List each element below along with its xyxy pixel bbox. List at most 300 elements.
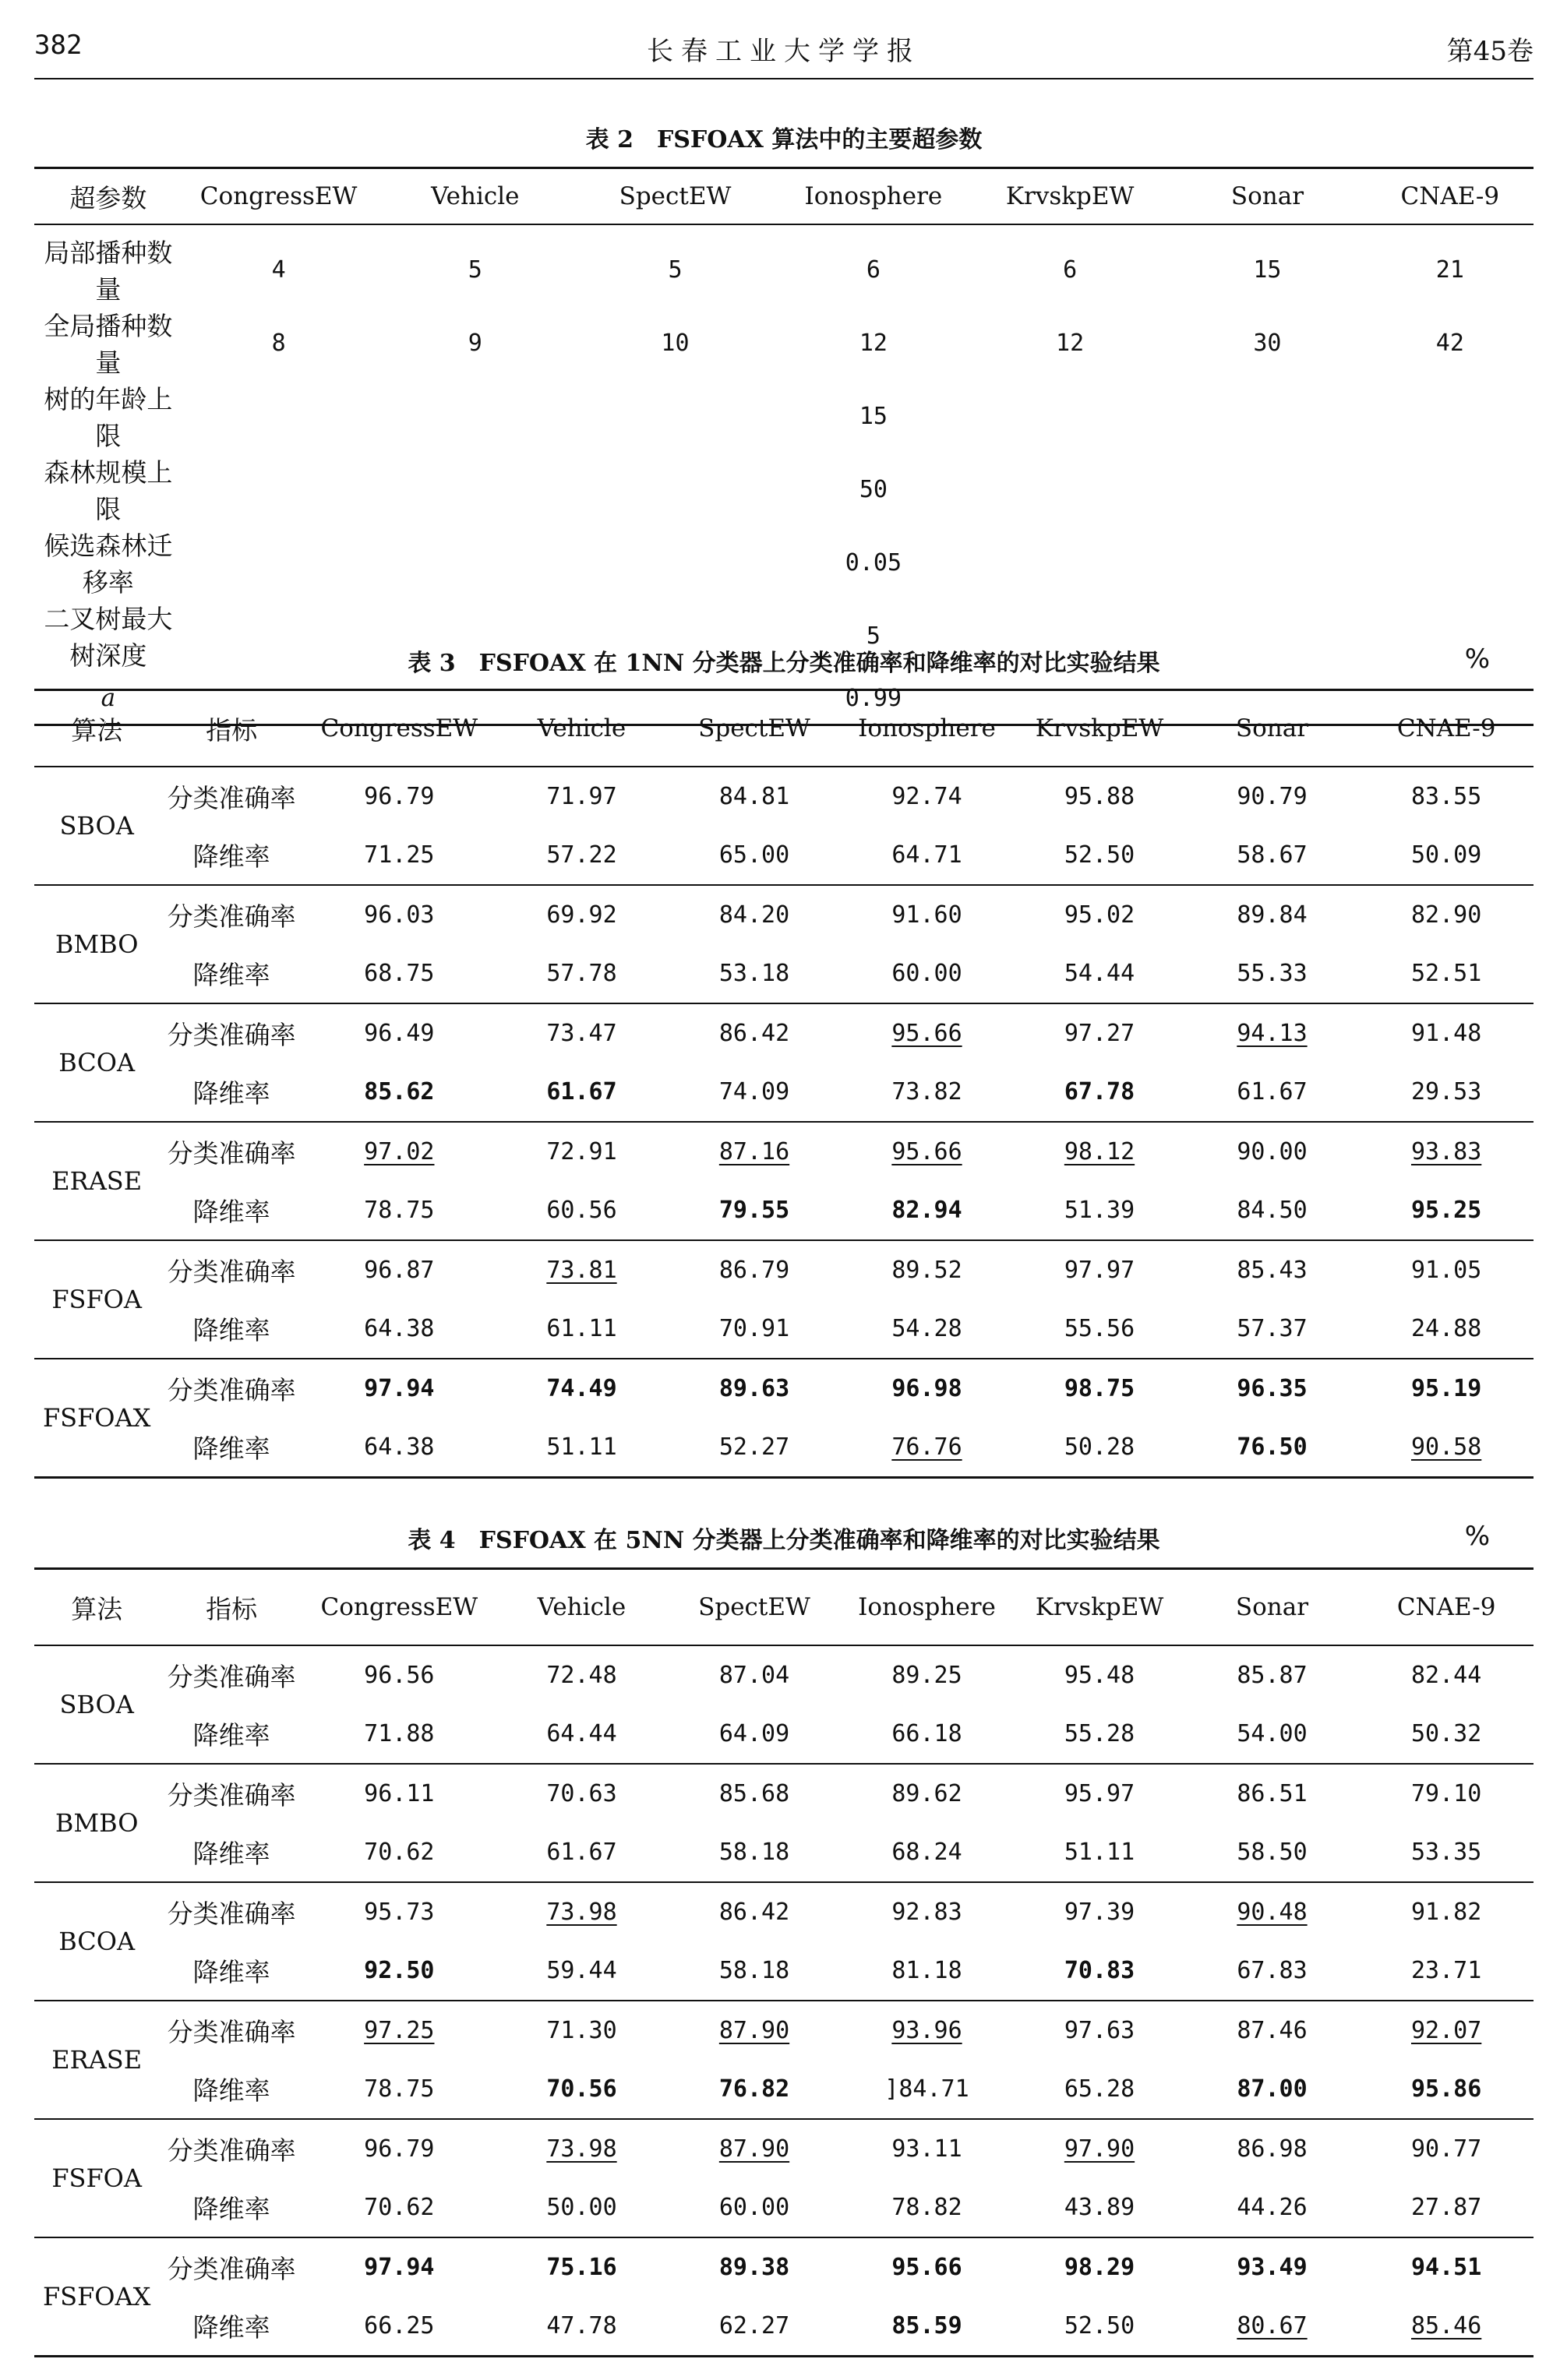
volume-label: 第45卷 [1446,36,1534,67]
value: 78.75 [364,2075,435,2103]
table-cell-empty [575,453,775,526]
second-best-value: 87.16 [718,1138,790,1165]
metric-label: 分类准确率 [159,1882,304,1941]
table-cell [840,1645,1015,1705]
algorithm-name: FSFOAX [34,2237,159,2357]
table3-row [34,1359,1534,1418]
table2-row [34,306,1534,379]
value: 68.75 [364,960,435,987]
second-best-value: 93.96 [891,2017,962,2044]
table-cell [1359,1418,1534,1478]
value: 55.56 [1064,1315,1135,1342]
value: 50.00 [546,2194,617,2221]
algorithm-name: BCOA [34,1882,159,2001]
column-header-dataset: Ionosphere [840,690,1015,767]
column-header: 指标 [159,1569,304,1646]
value: 44.26 [1237,2194,1308,2221]
metric-label: 降维率 [192,1720,270,1751]
table2-row [34,453,1534,526]
column-header-dataset: Ionosphere [840,1569,1015,1646]
best-value: 96.98 [891,1375,962,1402]
table-cell [1359,1240,1534,1299]
table4-row [34,1705,1534,1764]
metric-label: 降维率 [192,1315,270,1345]
table-cell [669,2001,839,2060]
table-cell [669,767,839,826]
table2-header-row [34,168,1534,225]
table-cell [1185,1418,1360,1478]
value: 83.55 [1410,783,1482,810]
shared-value-cell: 15 [859,402,888,430]
table4-row [34,1882,1534,1941]
metric-label: 降维率 [192,1839,270,1869]
table-cell [495,2119,669,2178]
table-cell [669,1181,839,1240]
value: 71.25 [364,841,435,869]
second-best-value: 73.98 [546,1899,617,1926]
table-cell: 5 [668,256,683,284]
value: 67.83 [1237,1957,1308,1984]
table3-row [34,1063,1534,1122]
table4-row [34,2178,1534,2237]
column-header-dataset: KrvskpEW [972,168,1168,225]
column-header-dataset: Vehicle [495,690,669,767]
table-cell-empty [1367,453,1534,526]
column-header: 算法 [34,1569,159,1646]
table-cell [1014,2119,1184,2178]
table-cell [840,2178,1015,2237]
best-value: 97.94 [364,1375,435,1402]
value: 96.11 [364,1780,435,1807]
value: 81.18 [891,1957,962,1984]
table-cell [1185,1764,1360,1823]
value: 57.22 [546,841,617,869]
column-header-dataset: CongressEW [304,690,495,767]
best-value: 85.62 [364,1078,435,1105]
metric-label: 分类准确率 [159,1240,304,1299]
table-cell [1359,1764,1534,1823]
value: 61.67 [546,1839,617,1866]
column-header-dataset: CongressEW [182,168,376,225]
value: 86.42 [718,1020,790,1047]
value: 64.38 [364,1433,435,1461]
table2-caption: 表 2 FSFOAX 算法中的主要超参数 [585,126,983,153]
column-header-dataset: SpectEW [669,1569,839,1646]
table-cell [1185,767,1360,826]
value: 79.10 [1410,1780,1482,1807]
metric-label: 分类准确率 [159,2001,304,2060]
table-cell [1185,1299,1360,1359]
algorithm-name: BMBO [34,1764,159,1882]
table2-row [34,526,1534,599]
table-cell: 6 [866,256,881,284]
value: 91.60 [891,901,962,929]
table-cell [304,767,495,826]
best-value: 95.25 [1410,1197,1482,1224]
value: 52.51 [1410,960,1482,987]
value: 70.62 [364,2194,435,2221]
table-cell [495,885,669,944]
table-cell [304,1705,495,1764]
table-cell [840,885,1015,944]
value: 97.27 [1064,1020,1135,1047]
table-cell [669,1941,839,2001]
shared-value-cell: 0.99 [845,684,902,712]
table3-row [34,767,1534,826]
table-cell-empty [972,526,1168,599]
value: 64.44 [546,1720,617,1747]
table-cell [495,1181,669,1240]
table4-row [34,2237,1534,2297]
column-header-dataset: CongressEW [304,1569,495,1646]
table-cell [840,1299,1015,1359]
table-cell [304,2001,495,2060]
value: 82.90 [1410,901,1482,929]
table4-row [34,2060,1534,2119]
best-value: 70.83 [1064,1957,1135,1984]
algorithm-name: BCOA [34,1003,159,1122]
second-best-value: 97.25 [364,2017,435,2044]
table-cell [840,2119,1015,2178]
best-value: 96.35 [1237,1375,1308,1402]
value: 50.28 [1064,1433,1135,1461]
column-header-dataset: Sonar [1185,1569,1360,1646]
table-cell [669,1122,839,1181]
second-best-value: 95.66 [891,1138,962,1165]
value: 89.52 [891,1257,962,1284]
table-cell: 6 [1063,256,1078,284]
table-cell [840,1359,1015,1418]
algorithm-name: FSFOA [34,1240,159,1359]
best-value: 97.94 [364,2254,435,2281]
table4-row [34,1645,1534,1705]
value: 87.04 [718,1662,790,1689]
table-cell [1014,1122,1184,1181]
table-cell-empty [1168,526,1366,599]
second-best-value: 98.12 [1064,1138,1135,1165]
value: 54.00 [1237,1720,1308,1747]
value: 55.33 [1237,960,1308,987]
value: 89.25 [891,1662,962,1689]
table-cell [495,2060,669,2119]
value: 64.09 [718,1720,790,1747]
metric-label: 降维率 [192,2312,270,2343]
table-cell-empty [182,379,376,453]
table-cell [304,1764,495,1823]
second-best-value: 87.90 [718,2135,790,2163]
table-cell: 9 [468,329,482,357]
table-cell [1185,1823,1360,1882]
table-cell [304,1181,495,1240]
table-cell: 30 [1253,329,1282,357]
value: 65.00 [718,841,790,869]
second-best-value: 73.81 [546,1257,617,1284]
table3-row [34,1122,1534,1181]
table-cell [304,1941,495,2001]
value: 95.88 [1064,783,1135,810]
table-cell [1185,885,1360,944]
metric-label: 降维率 [192,1433,270,1464]
table-cell [669,944,839,1003]
table-cell [840,2297,1015,2357]
table-cell [495,767,669,826]
value: 61.11 [546,1315,617,1342]
algorithm-name: FSFOAX [34,1359,159,1478]
table-cell [1185,2119,1360,2178]
second-best-value: 90.58 [1410,1433,1482,1461]
value: 96.03 [364,901,435,929]
best-value: 67.78 [1064,1078,1135,1105]
value: 85.68 [718,1780,790,1807]
table-cell [1014,1359,1184,1418]
table3-header-row [34,690,1534,767]
value: 64.71 [891,841,962,869]
table-cell [304,1240,495,1299]
table-cell [495,1764,669,1823]
table-cell [669,826,839,885]
table-cell [1185,2060,1360,2119]
value: 91.82 [1410,1899,1482,1926]
table-cell: 12 [1056,329,1085,357]
metric-label: 降维率 [192,1957,270,1987]
table-cell [1359,1063,1534,1122]
table-cell [495,1240,669,1299]
table-cell: 5 [468,256,482,284]
algorithm-name: SBOA [34,1645,159,1764]
column-header-dataset: SpectEW [669,690,839,767]
row-label: 全局播种数量 [44,311,173,378]
table-cell [840,1764,1015,1823]
table-cell [1014,1941,1184,2001]
row-label: 森林规模上限 [44,457,173,524]
journal-page [34,0,1534,2343]
value: 60.56 [546,1197,617,1224]
value: 72.91 [546,1138,617,1165]
shared-value-cell: 5 [866,622,881,650]
table3-row [34,1418,1534,1478]
table-cell [1185,944,1360,1003]
table-cell [1359,2001,1534,2060]
table-cell [840,1941,1015,2001]
column-header: 算法 [34,690,159,767]
table-cell [1014,1063,1184,1122]
table-cell [495,2297,669,2357]
value: 58.18 [718,1839,790,1866]
table-cell [495,1359,669,1418]
table-cell [669,885,839,944]
table-cell [1359,2060,1534,2119]
value: 86.98 [1237,2135,1308,2163]
best-value: 61.67 [546,1078,617,1105]
value: 91.05 [1410,1257,1482,1284]
table-cell-empty [375,379,575,453]
table-cell [1359,2178,1534,2237]
value: 57.37 [1237,1315,1308,1342]
value: 78.82 [891,2194,962,2221]
table-cell [669,2237,839,2297]
table-cell-empty [1168,379,1366,453]
table-cell [1359,2237,1534,2297]
journal-title: 长春工业大学学报 [647,36,921,67]
column-header-dataset: CNAE-9 [1359,690,1534,767]
table-cell [1014,1882,1184,1941]
value: 65.28 [1064,2075,1135,2103]
table-cell: 15 [1253,256,1282,284]
second-best-value: 97.02 [364,1138,435,1165]
value: 85.43 [1237,1257,1308,1284]
column-header-dataset: Ionosphere [775,168,972,225]
table-cell [495,1645,669,1705]
value: 50.09 [1410,841,1482,869]
column-header-dataset: Vehicle [495,1569,669,1646]
second-best-value: 97.90 [1064,2135,1135,2163]
table-cell [1359,1299,1534,1359]
value: 71.88 [364,1720,435,1747]
table-cell [304,1063,495,1122]
table2-row [34,379,1534,453]
table-cell [840,1063,1015,1122]
table-cell [840,826,1015,885]
table2 [34,167,1534,726]
table3-row [34,1240,1534,1299]
table-cell [1359,1823,1534,1882]
value: 85.87 [1237,1662,1308,1689]
table-cell [1014,767,1184,826]
table-cell [304,2119,495,2178]
value: 92.83 [891,1899,962,1926]
shared-value-cell: 50 [859,475,888,503]
table4 [34,1567,1534,2357]
table-cell [495,1063,669,1122]
value: 86.42 [718,1899,790,1926]
table-cell [1185,1941,1360,2001]
second-best-value: 95.66 [891,1020,962,1047]
metric-label: 降维率 [192,1078,270,1109]
column-header-dataset: Sonar [1185,690,1360,767]
table-cell [669,1063,839,1122]
value: 51.39 [1064,1197,1135,1224]
table-cell: 12 [859,329,888,357]
table-cell [669,2060,839,2119]
table3 [34,689,1534,1479]
table-cell [840,2060,1015,2119]
table-cell [669,2178,839,2237]
best-value: 76.50 [1237,1433,1308,1461]
table-cell [495,1882,669,1941]
value: 95.73 [364,1899,435,1926]
value: 73.82 [891,1078,962,1105]
table3-unit: % [1464,643,1490,675]
value: 47.78 [546,2312,617,2339]
value: 58.67 [1237,841,1308,869]
value: 58.18 [718,1957,790,1984]
table-cell [669,1003,839,1063]
metric-label: 降维率 [192,2075,270,2106]
value: 89.62 [891,1780,962,1807]
value: 51.11 [546,1433,617,1461]
table-cell [1185,2237,1360,2297]
value: 89.84 [1237,901,1308,929]
table-cell [304,1299,495,1359]
running-header [34,0,1534,79]
value: 50.32 [1410,1720,1482,1747]
best-value: 82.94 [891,1197,962,1224]
table-cell [840,2237,1015,2297]
table-cell [1185,1882,1360,1941]
table-cell-empty [1168,453,1366,526]
table-cell [1014,1705,1184,1764]
value: ]84.71 [884,2075,969,2103]
table3-row [34,1299,1534,1359]
table-cell [1014,1299,1184,1359]
best-value: 93.49 [1237,2254,1308,2281]
best-value: 75.16 [546,2254,617,2281]
table4-row [34,1941,1534,2001]
column-header-dataset: CNAE-9 [1367,168,1534,225]
table3-row [34,944,1534,1003]
value: 90.79 [1237,783,1308,810]
value: 66.18 [891,1720,962,1747]
value: 57.78 [546,960,617,987]
table-cell [669,1764,839,1823]
table-cell [304,1359,495,1418]
table3-caption: 表 3 FSFOAX 在 1NN 分类器上分类准确率和降维率的对比实验结果 % [408,643,1490,677]
table-cell [495,1299,669,1359]
table-cell [1014,1764,1184,1823]
table-cell [1014,2060,1184,2119]
value: 84.20 [718,901,790,929]
value: 78.75 [364,1197,435,1224]
table-cell [304,2060,495,2119]
best-value: 95.86 [1410,2075,1482,2103]
table-cell [1185,1705,1360,1764]
table-cell [1185,1063,1360,1122]
table-cell-empty [182,453,376,526]
table-cell: 10 [661,329,690,357]
metric-label: 降维率 [192,960,270,990]
table4-unit: % [1464,1521,1490,1552]
value: 96.79 [364,783,435,810]
table3-row [34,826,1534,885]
value: 91.48 [1410,1020,1482,1047]
table-cell-empty [1367,526,1534,599]
metric-label: 分类准确率 [159,767,304,826]
metric-label: 分类准确率 [159,1645,304,1705]
row-label: 树的年龄上限 [44,384,173,451]
value: 58.50 [1237,1839,1308,1866]
table-cell [1359,2119,1534,2178]
value: 72.48 [546,1662,617,1689]
table-cell [840,2001,1015,2060]
best-value: 95.66 [891,2254,962,2281]
value: 52.50 [1064,2312,1135,2339]
second-best-value: 80.67 [1237,2312,1308,2339]
second-best-value: 87.90 [718,2017,790,2044]
value: 93.11 [891,2135,962,2163]
table-cell-empty [575,526,775,599]
table-cell [304,1418,495,1478]
algorithm-name: ERASE [34,2001,159,2119]
table-cell [1359,1181,1534,1240]
table-cell [495,1705,669,1764]
column-header-dataset: KrvskpEW [1014,690,1184,767]
column-header-dataset: Sonar [1168,168,1366,225]
metric-label: 降维率 [192,2194,270,2224]
metric-label: 分类准确率 [159,1359,304,1418]
table-cell [1014,1240,1184,1299]
value: 90.00 [1237,1138,1308,1165]
table-cell [304,1645,495,1705]
